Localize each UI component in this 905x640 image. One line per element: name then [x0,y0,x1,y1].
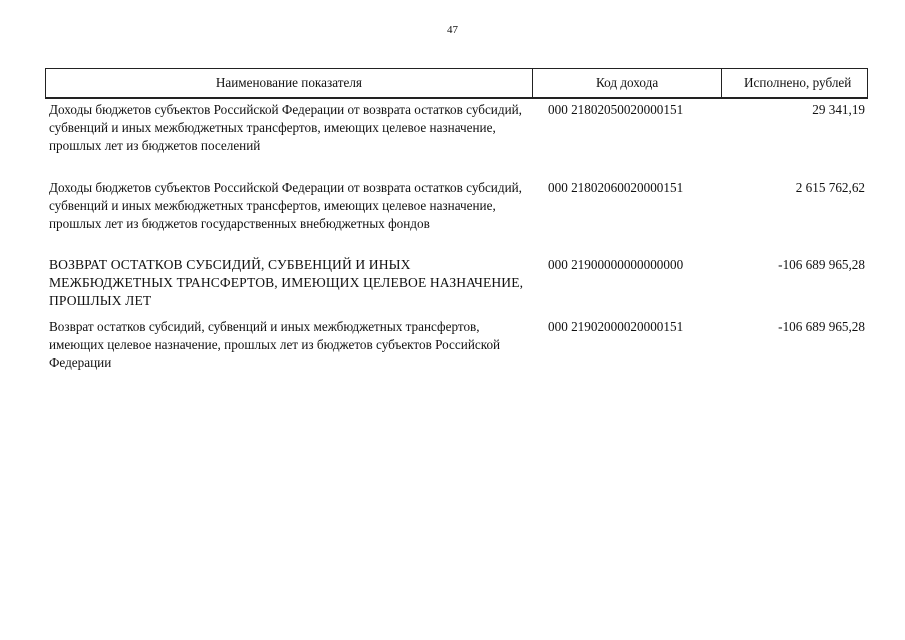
row-indicator-name: ВОЗВРАТ ОСТАТКОВ СУБСИДИЙ, СУБВЕНЦИЙ И ИНЫХ МЕЖБЮДЖЕТНЫХ ТРАНСФЕРТОВ, ИМЕЮЩИХ ЦЕЛЕВОЕ НАЗНАЧЕНИЕ, ПРОШЛЫХ ЛЕТ [49,257,524,308]
table-row [45,318,868,372]
table-row [45,256,868,310]
header-indicator-name: Наименование показателя [46,69,533,97]
row-revenue-code: 000 21900000000000000 [548,257,684,272]
page-number: 47 [447,24,458,36]
row-executed-amount: 2 615 762,62 [795,180,865,195]
row-revenue-code: 000 21902000020000151 [548,319,684,334]
header-executed-amount: Исполнено, рублей [744,75,852,90]
row-executed-amount: 29 341,19 [812,102,865,117]
header-revenue-code: Код дохода [533,69,723,97]
revenue-table [45,68,868,370]
row-revenue-code: 000 21802060020000151 [548,180,684,195]
row-indicator-name: Доходы бюджетов субъектов Российской Федерации от возврата остатков субсидий, субвенций и иных межбюджетных трансфертов, имеющих целевое назначение, прошлых лет из бюджетов поселений [49,102,522,153]
row-executed-amount: -106 689 965,28 [778,319,865,334]
row-executed-amount: -106 689 965,28 [778,257,865,272]
table-row [45,179,868,233]
row-indicator-name: Возврат остатков субсидий, субвенций и иных межбюджетных трансфертов, имеющих целевое назначение, прошлых лет из бюджетов субъектов Российской Федерации [49,319,501,370]
table-row [45,101,868,155]
row-indicator-name: Доходы бюджетов субъектов Российской Федерации от возврата остатков субсидий, субвенций и иных межбюджетных трансфертов, имеющих целевое назначение, прошлых лет из бюджетов государственных внебюджетных фондов [49,180,522,231]
row-revenue-code: 000 21802050020000151 [548,102,684,117]
table-header-row [45,68,868,99]
